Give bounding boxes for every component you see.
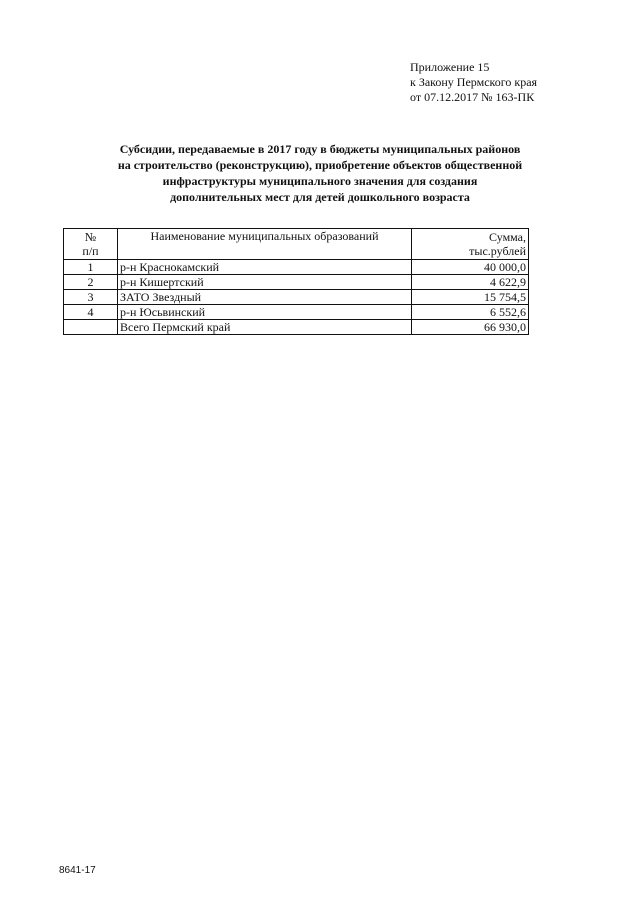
header-sum-unit: тыс.рублей: [469, 244, 526, 258]
table-row: [64, 305, 529, 320]
title-line-2: на строительство (реконструкцию), приобретение объектов общественной: [117, 158, 523, 172]
appendix-law: к Закону Пермского края: [410, 75, 538, 89]
row-sum: 15 754,5: [412, 290, 529, 305]
table-total-row: [64, 320, 529, 335]
document-code: 8641-17: [59, 865, 96, 876]
table-header-row: [64, 229, 529, 260]
row-number: 3: [64, 290, 118, 305]
header-sum-label: Сумма,: [489, 230, 526, 244]
row-name: р-н Кишертский: [118, 275, 412, 290]
table-row: [64, 290, 529, 305]
row-name: ЗАТО Звездный: [118, 290, 412, 305]
table-row: [64, 260, 529, 275]
row-name: р-н Краснокамский: [118, 260, 412, 275]
document-title: [60, 141, 580, 205]
row-sum: 6 552,6: [412, 305, 529, 320]
appendix-reference: [410, 60, 537, 105]
title-line-3: инфраструктуры муниципального значения для создания: [162, 174, 478, 188]
title-line-1: Субсидии, передаваемые в 2017 году в бюджеты муниципальных районов: [119, 142, 521, 156]
header-number: [64, 229, 118, 260]
row-sum: 4 622,9: [412, 275, 529, 290]
row-name: р-н Юсьвинский: [118, 305, 412, 320]
header-name: Наименование муниципальных образований: [118, 229, 412, 260]
row-number: 2: [64, 275, 118, 290]
header-number-sign: №: [84, 230, 97, 244]
header-sum: [412, 229, 529, 260]
total-number: [64, 320, 118, 335]
total-name: Всего Пермский край: [118, 320, 412, 335]
header-number-pp: п/п: [82, 244, 99, 258]
row-number: 1: [64, 260, 118, 275]
subsidies-table: [63, 228, 529, 335]
table-row: [64, 275, 529, 290]
title-line-4: дополнительных мест для детей дошкольного возраста: [170, 190, 470, 204]
appendix-number: Приложение 15: [410, 60, 490, 74]
appendix-date-number: от 07.12.2017 № 163-ПК: [410, 90, 535, 104]
row-sum: 40 000,0: [412, 260, 529, 275]
row-number: 4: [64, 305, 118, 320]
total-sum: 66 930,0: [412, 320, 529, 335]
